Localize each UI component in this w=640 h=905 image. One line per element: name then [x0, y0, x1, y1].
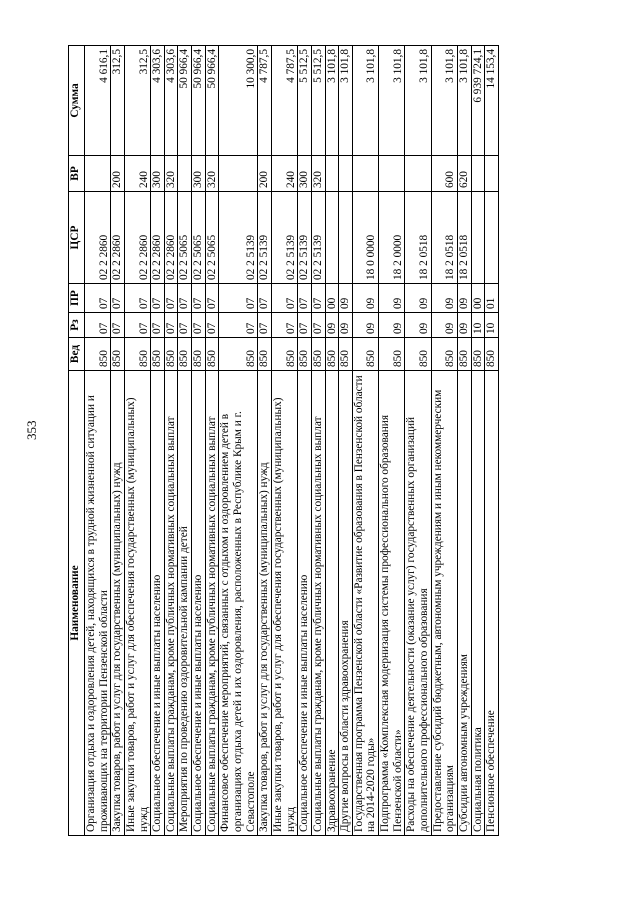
table-row — [352, 46, 378, 836]
cell-sum: 14 153,4 — [485, 46, 499, 156]
cell-csr — [485, 192, 499, 284]
cell-csr: 02 2 5139 — [311, 192, 325, 284]
cell-sum: 6 939 724,1 — [471, 46, 485, 156]
cell-csr: 02 2 5065 — [205, 192, 219, 284]
cell-ved: 850 — [325, 338, 339, 371]
cell-sum: 50 966,4 — [192, 46, 206, 156]
cell-sum: 3 101,8 — [352, 46, 378, 156]
cell-name: Мероприятия по проведению оздоровительной кампании детей — [178, 371, 192, 836]
table-row — [258, 46, 272, 836]
cell-ved: 850 — [352, 338, 378, 371]
cell-rz: 09 — [339, 313, 353, 338]
cell-name: Другие вопросы в области здравоохранения — [339, 371, 353, 836]
cell-pr: 01 — [485, 284, 499, 313]
cell-rz: 10 — [471, 313, 485, 338]
cell-ved: 850 — [405, 338, 431, 371]
table-row — [431, 46, 457, 836]
table-row — [298, 46, 312, 836]
cell-sum: 5 512,5 — [311, 46, 325, 156]
cell-vr: 600 — [431, 156, 457, 192]
cell-rz: 07 — [85, 313, 111, 338]
cell-csr: 02 2 5065 — [192, 192, 206, 284]
cell-pr: 07 — [298, 284, 312, 313]
cell-csr: 02 2 2860 — [164, 192, 178, 284]
cell-ved: 850 — [258, 338, 272, 371]
cell-vr — [325, 156, 339, 192]
table-row — [164, 46, 178, 836]
cell-ved: 850 — [339, 338, 353, 371]
cell-ved: 850 — [431, 338, 457, 371]
cell-pr: 07 — [151, 284, 165, 313]
rotated-page-content — [68, 46, 578, 836]
cell-vr: 320 — [164, 156, 178, 192]
cell-sum: 4 616,1 — [85, 46, 111, 156]
cell-name: Закупка товаров, работ и услуг для государственных (муниципальных) нужд — [111, 371, 125, 836]
cell-pr: 09 — [457, 284, 471, 313]
cell-pr: 07 — [164, 284, 178, 313]
cell-csr: 02 2 5065 — [178, 192, 192, 284]
cell-pr: 00 — [471, 284, 485, 313]
cell-rz: 07 — [298, 313, 312, 338]
cell-rz: 07 — [311, 313, 325, 338]
cell-csr: 02 2 2860 — [151, 192, 165, 284]
cell-sum: 3 101,8 — [405, 46, 431, 156]
table-row — [151, 46, 165, 836]
cell-ved: 850 — [111, 338, 125, 371]
table-row — [271, 46, 297, 836]
cell-vr: 300 — [151, 156, 165, 192]
cell-pr: 07 — [124, 284, 150, 313]
cell-name: Государственная программа Пензенской области «Развитие образования в Пензенской области на 2014-2020 годы» — [352, 371, 378, 836]
cell-name: Социальная политика — [471, 371, 485, 836]
cell-rz: 07 — [124, 313, 150, 338]
cell-sum: 4 303,6 — [164, 46, 178, 156]
cell-ved: 850 — [205, 338, 219, 371]
cell-ved: 850 — [298, 338, 312, 371]
cell-pr: 00 — [325, 284, 339, 313]
cell-csr: 02 2 5139 — [271, 192, 297, 284]
cell-vr — [219, 156, 258, 192]
table-row — [311, 46, 325, 836]
table-row — [457, 46, 471, 836]
cell-vr: 320 — [205, 156, 219, 192]
cell-vr — [405, 156, 431, 192]
cell-sum: 312,5 — [124, 46, 150, 156]
cell-name: Финансовое обеспечение мероприятий, связанных с отдыхом и оздоровлением детей в организациях отдыха детей и их оздоровления, расположенных в Республике Крым и г. Севастополе — [219, 371, 258, 836]
cell-name: Закупка товаров, работ и услуг для государственных (муниципальных) нужд — [258, 371, 272, 836]
cell-pr: 07 — [178, 284, 192, 313]
cell-vr: 240 — [271, 156, 297, 192]
cell-ved: 850 — [271, 338, 297, 371]
table-row — [205, 46, 219, 836]
cell-name: Пенсионное обеспечение — [485, 371, 499, 836]
cell-sum: 3 101,8 — [379, 46, 405, 156]
cell-name: Социальное обеспечение и иные выплаты населению — [298, 371, 312, 836]
cell-ved: 850 — [85, 338, 111, 371]
table-row — [405, 46, 431, 836]
cell-csr — [325, 192, 339, 284]
cell-pr: 09 — [339, 284, 353, 313]
cell-pr: 07 — [271, 284, 297, 313]
cell-rz: 07 — [178, 313, 192, 338]
table-row — [325, 46, 339, 836]
cell-pr: 07 — [258, 284, 272, 313]
cell-name: Организация отдыха и оздоровления детей, находящихся в трудной жизненной ситуации и проживающих на территории Пензенской области — [85, 371, 111, 836]
cell-vr: 320 — [311, 156, 325, 192]
cell-ved: 850 — [379, 338, 405, 371]
cell-pr: 09 — [431, 284, 457, 313]
header-rz: Рз — [69, 313, 85, 338]
cell-name: Социальное обеспечение и иные выплаты населению — [151, 371, 165, 836]
cell-pr: 07 — [85, 284, 111, 313]
cell-name: Иные закупки товаров, работ и услуг для обеспечения государственных (муниципальных) нужд — [271, 371, 297, 836]
cell-vr — [485, 156, 499, 192]
cell-name: Социальные выплаты гражданам, кроме публичных нормативных социальных выплат — [164, 371, 178, 836]
cell-sum: 3 101,8 — [457, 46, 471, 156]
cell-rz: 09 — [405, 313, 431, 338]
cell-vr: 300 — [192, 156, 206, 192]
cell-pr: 07 — [192, 284, 206, 313]
cell-csr: 18 2 0000 — [379, 192, 405, 284]
table-row — [379, 46, 405, 836]
budget-table — [68, 45, 499, 836]
header-csr: ЦСР — [69, 192, 85, 284]
cell-pr: 07 — [205, 284, 219, 313]
cell-sum: 4 787,5 — [271, 46, 297, 156]
cell-pr: 07 — [311, 284, 325, 313]
table-header-row — [69, 46, 85, 836]
cell-sum: 4 787,5 — [258, 46, 272, 156]
table-row — [192, 46, 206, 836]
cell-rz: 09 — [431, 313, 457, 338]
cell-sum: 3 101,8 — [325, 46, 339, 156]
cell-csr: 02 2 5139 — [298, 192, 312, 284]
cell-sum: 3 101,8 — [431, 46, 457, 156]
cell-rz: 09 — [457, 313, 471, 338]
cell-vr: 620 — [457, 156, 471, 192]
cell-pr: 07 — [219, 284, 258, 313]
cell-name: Социальные выплаты гражданам, кроме публичных нормативных социальных выплат — [205, 371, 219, 836]
table-row — [485, 46, 499, 836]
cell-sum: 5 512,5 — [298, 46, 312, 156]
table-row — [111, 46, 125, 836]
cell-ved: 850 — [219, 338, 258, 371]
cell-ved: 850 — [311, 338, 325, 371]
cell-vr — [339, 156, 353, 192]
cell-ved: 850 — [151, 338, 165, 371]
cell-sum: 50 966,4 — [178, 46, 192, 156]
cell-name: Расходы на обеспечение деятельности (оказание услуг) государственных организаций дополнительного профессионального образования — [405, 371, 431, 836]
cell-vr — [85, 156, 111, 192]
cell-vr: 200 — [111, 156, 125, 192]
cell-ved: 850 — [192, 338, 206, 371]
table-row — [471, 46, 485, 836]
header-sum: Сумма — [69, 46, 85, 156]
page-number: 353 — [24, 420, 39, 440]
cell-sum: 10 300,0 — [219, 46, 258, 156]
cell-rz: 10 — [485, 313, 499, 338]
table-row — [219, 46, 258, 836]
cell-csr: 02 2 5139 — [219, 192, 258, 284]
cell-rz: 07 — [151, 313, 165, 338]
table-row — [85, 46, 111, 836]
cell-name: Предоставление субсидий бюджетным, автономным учреждениям и иным некоммерческим организациям — [431, 371, 457, 836]
cell-ved: 850 — [485, 338, 499, 371]
cell-csr — [471, 192, 485, 284]
header-ved: Вед — [69, 338, 85, 371]
cell-ved: 850 — [124, 338, 150, 371]
cell-sum: 3 101,8 — [339, 46, 353, 156]
cell-ved: 850 — [471, 338, 485, 371]
cell-sum: 312,5 — [111, 46, 125, 156]
cell-csr: 18 2 0518 — [457, 192, 471, 284]
cell-csr: 02 2 2860 — [85, 192, 111, 284]
cell-name: Подпрограмма «Комплексная модернизация системы профессионального образования Пензенской области» — [379, 371, 405, 836]
cell-pr: 09 — [379, 284, 405, 313]
cell-csr: 02 2 2860 — [124, 192, 150, 284]
cell-rz: 09 — [352, 313, 378, 338]
header-vr: ВР — [69, 156, 85, 192]
header-name: Наименование — [69, 371, 85, 836]
cell-csr — [339, 192, 353, 284]
cell-name: Социальное обеспечение и иные выплаты населению — [192, 371, 206, 836]
cell-vr: 300 — [298, 156, 312, 192]
cell-csr: 18 2 0518 — [405, 192, 431, 284]
cell-rz: 07 — [258, 313, 272, 338]
cell-name: Субсидии автономным учреждениям — [457, 371, 471, 836]
cell-rz: 09 — [379, 313, 405, 338]
cell-name: Социальные выплаты гражданам, кроме публичных нормативных социальных выплат — [311, 371, 325, 836]
cell-pr: 07 — [111, 284, 125, 313]
cell-sum: 50 966,4 — [205, 46, 219, 156]
header-pr: ПР — [69, 284, 85, 313]
cell-rz: 07 — [205, 313, 219, 338]
cell-pr: 09 — [352, 284, 378, 313]
cell-csr: 02 2 2860 — [111, 192, 125, 284]
cell-csr: 02 2 5139 — [258, 192, 272, 284]
cell-csr: 18 2 0518 — [431, 192, 457, 284]
cell-ved: 850 — [457, 338, 471, 371]
cell-csr: 18 0 0000 — [352, 192, 378, 284]
cell-rz: 09 — [325, 313, 339, 338]
table-row — [124, 46, 150, 836]
cell-vr: 240 — [124, 156, 150, 192]
cell-rz: 07 — [111, 313, 125, 338]
cell-rz: 07 — [164, 313, 178, 338]
cell-vr — [352, 156, 378, 192]
cell-rz: 07 — [192, 313, 206, 338]
cell-name: Иные закупки товаров, работ и услуг для обеспечения государственных (муниципальных) нужд — [124, 371, 150, 836]
cell-ved: 850 — [164, 338, 178, 371]
table-row — [339, 46, 353, 836]
cell-vr — [379, 156, 405, 192]
cell-vr — [178, 156, 192, 192]
cell-rz: 07 — [271, 313, 297, 338]
cell-vr — [471, 156, 485, 192]
cell-rz: 07 — [219, 313, 258, 338]
table-row — [178, 46, 192, 836]
cell-name: Здравоохранение — [325, 371, 339, 836]
cell-pr: 09 — [405, 284, 431, 313]
cell-vr: 200 — [258, 156, 272, 192]
cell-sum: 4 303,6 — [151, 46, 165, 156]
cell-ved: 850 — [178, 338, 192, 371]
